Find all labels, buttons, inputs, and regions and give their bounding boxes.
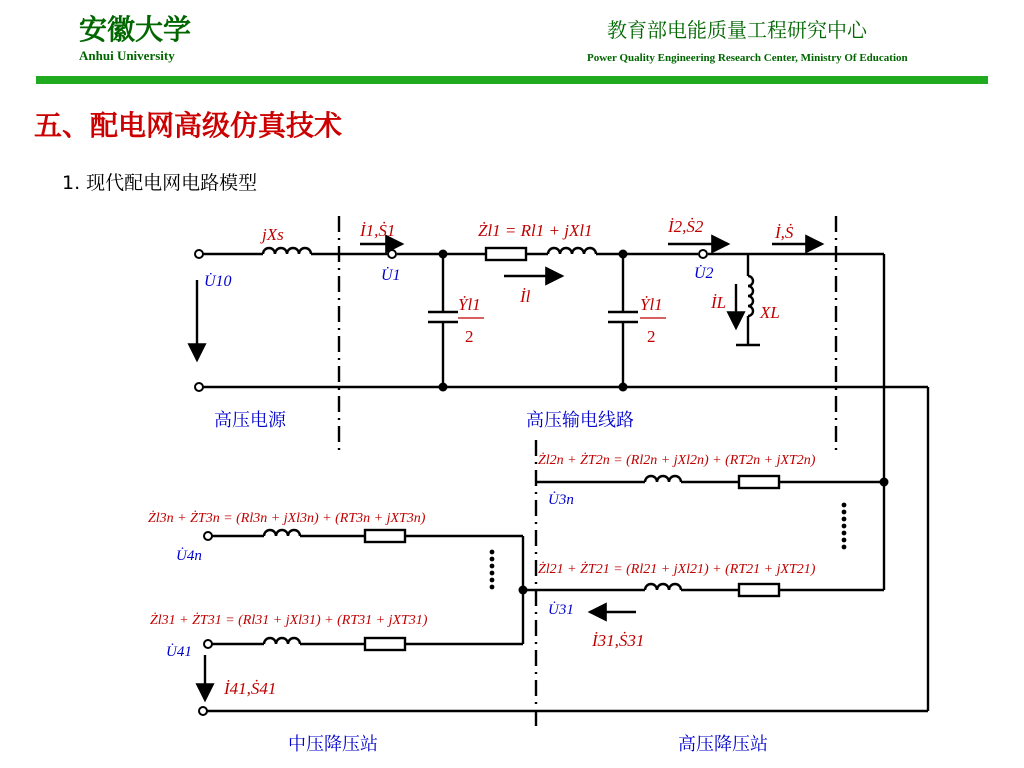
label-u2: U̇2 [694,265,714,282]
label-il: İl [520,287,531,306]
section-hv-substation: 高压降压站 [678,734,768,755]
label-two-right: 2 [647,327,656,346]
research-center-en: Power Quality Engineering Research Center, Ministry Of Education [587,52,908,64]
label-i2-s2: İ2,Ṡ2 [668,217,704,236]
label-z21-eq: Żl21 + ŻT21 = (Rl21 + jXl21) + (RT21 + jXT21) [538,562,816,577]
label-il-load: İL [711,293,727,312]
top-circuit [203,248,928,711]
label-yl1-right: Ẏl1 [640,295,663,314]
university-name-en: Anhui University [79,48,175,63]
current-arrows [197,244,822,700]
label-yl1-left: Ẏl1 [458,295,481,314]
label-u4n: U̇4n [176,548,202,564]
label-two-left: 2 [465,327,474,346]
junction-dots [439,250,889,595]
label-u10: U̇10 [204,273,232,290]
label-i1-s1: İ1,Ṡ1 [360,221,396,240]
label-z3n-eq: Żl3n + ŻT3n = (Rl3n + jXl3n) + (RT3n + jXT3n) [148,511,426,526]
label-jxs: jXs [262,225,284,244]
section-hv-line: 高压输电线路 [526,410,634,431]
label-u3n: U̇3n [548,492,574,508]
label-xl: XL [760,303,780,322]
label-zl1: Żl1 = Rl1 + jXl1 [478,221,593,240]
label-u31: U̇31 [548,602,574,618]
label-i41-s41: İ41,Ṡ41 [224,679,277,698]
slide-title: 五、配电网高级仿真技术 [34,109,343,142]
university-name-cn: 安徽大学 [79,13,192,46]
label-u41: U̇41 [166,644,192,660]
slide-subtitle: 1. 现代配电网电路模型 [62,172,258,194]
label-u1: U̇1 [381,267,401,284]
research-center-cn: 教育部电能质量工程研究中心 [607,18,867,42]
section-hv-source: 高压电源 [214,410,286,431]
section-mv-substation: 中压降压站 [288,734,378,755]
label-i-s: İ,Ṡ [775,223,794,242]
section-separators [339,216,836,728]
label-i31-s31: İ31,Ṡ31 [592,631,645,650]
label-z2n-eq: Żl2n + ŻT2n = (Rl2n + jXl2n) + (RT2n + jXT2n) [538,453,816,468]
label-z31-eq: Żl31 + ŻT31 = (Rl31 + jXl31) + (RT31 + jXT31) [150,613,428,628]
